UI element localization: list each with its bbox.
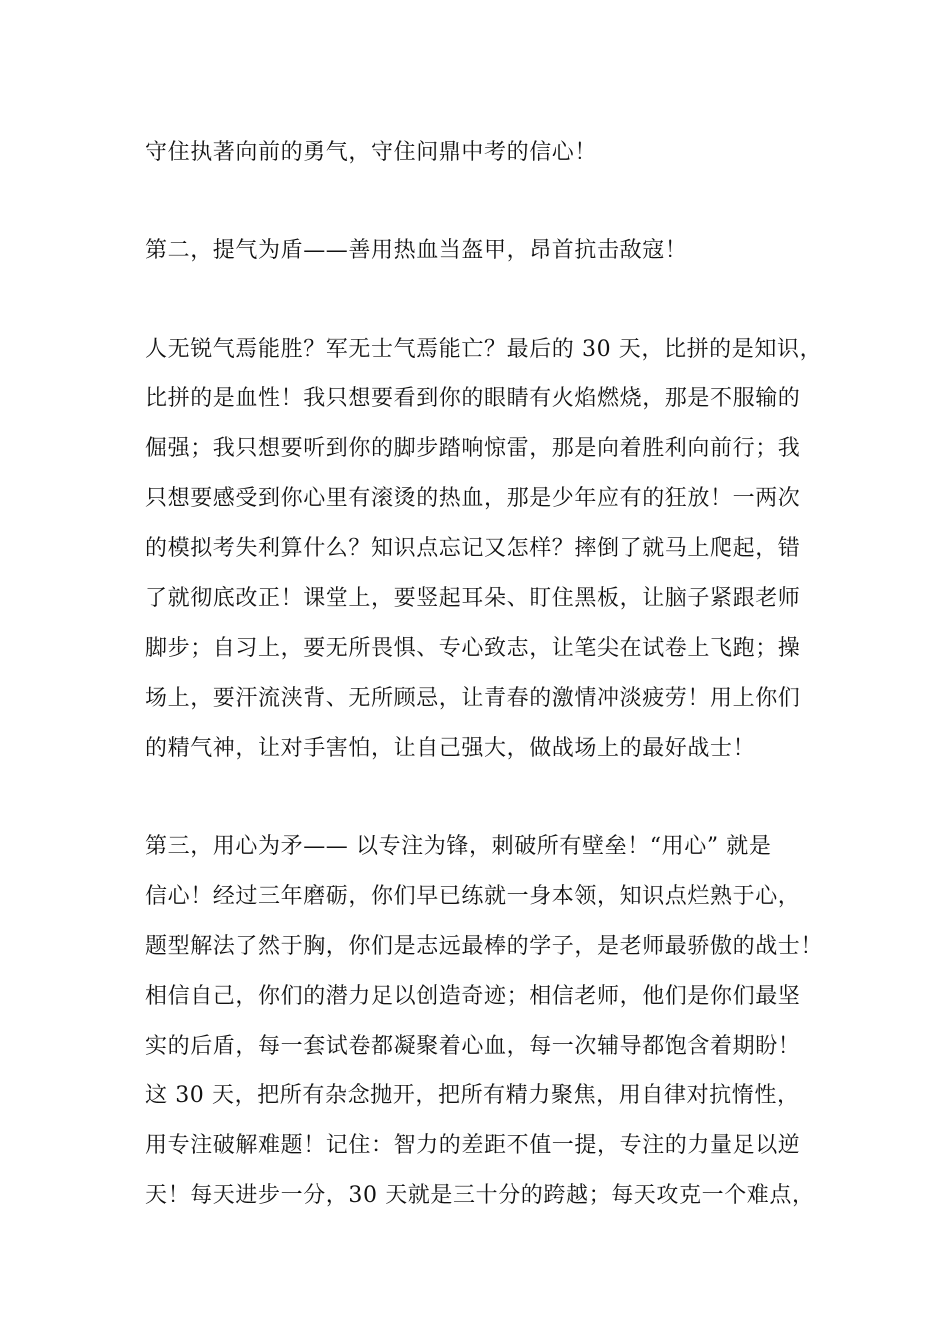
text-line: 相信自己，你们的潜力足以创造奇迹；相信老师，他们是你们最坚	[145, 984, 801, 1009]
text-line: 场上，要汗流浃背、无所顾忌，让青春的激情冲淡疲劳！用上你们	[145, 686, 801, 711]
text-line: 了就彻底改正！课堂上，要竖起耳朵、盯住黑板，让脑子紧跟老师	[145, 586, 801, 611]
text-line: 题型解法了然于胸，你们是志远最棒的学子，是老师最骄傲的战士！	[145, 934, 824, 959]
text-line: 只想要感受到你心里有滚烫的热血，那是少年应有的狂放！一两次	[145, 486, 801, 511]
section-heading: 第二，提气为盾——善用热血当盔甲，昂首抗击敌寇！	[145, 238, 688, 263]
section-heading: 第三，用心为矛—— 以专注为锋，刺破所有壁垒！“用心” 就是	[145, 834, 772, 859]
text-line: 的精气神，让对手害怕，让自己强大，做战场上的最好战士！	[145, 736, 756, 761]
text-line: 的模拟考失利算什么？知识点忘记又怎样？摔倒了就马上爬起，错	[145, 536, 801, 561]
text-line: 这 30 天，把所有杂念抛开，把所有精力聚焦，用自律对抗惰性，	[145, 1083, 800, 1108]
text-line: 倔强；我只想要听到你的脚步踏响惊雷，那是向着胜利向前行；我	[145, 436, 801, 461]
text-line: 人无锐气焉能胜？军无士气焉能亡？最后的 30 天，比拼的是知识，	[145, 337, 823, 362]
text-line: 天！每天进步一分，30 天就是三十分的跨越；每天攻克一个难点，	[145, 1183, 815, 1208]
text-line: 用专注破解难题！记住：智力的差距不值一提，专注的力量足以逆	[145, 1133, 801, 1158]
text-line: 脚步；自习上，要无所畏惧、专心致志，让笔尖在试卷上飞跑；操	[145, 636, 801, 661]
text-line: 实的后盾，每一套试卷都凝聚着心血，每一次辅导都饱含着期盼！	[145, 1034, 801, 1059]
text-line: 信心！经过三年磨砺，你们早已练就一身本领，知识点烂熟于心，	[145, 884, 801, 909]
text-line: 守住执著向前的勇气，守住问鼎中考的信心！	[145, 140, 598, 165]
text-line: 比拼的是血性！我只想要看到你的眼睛有火焰燃烧，那是不服输的	[145, 386, 801, 411]
